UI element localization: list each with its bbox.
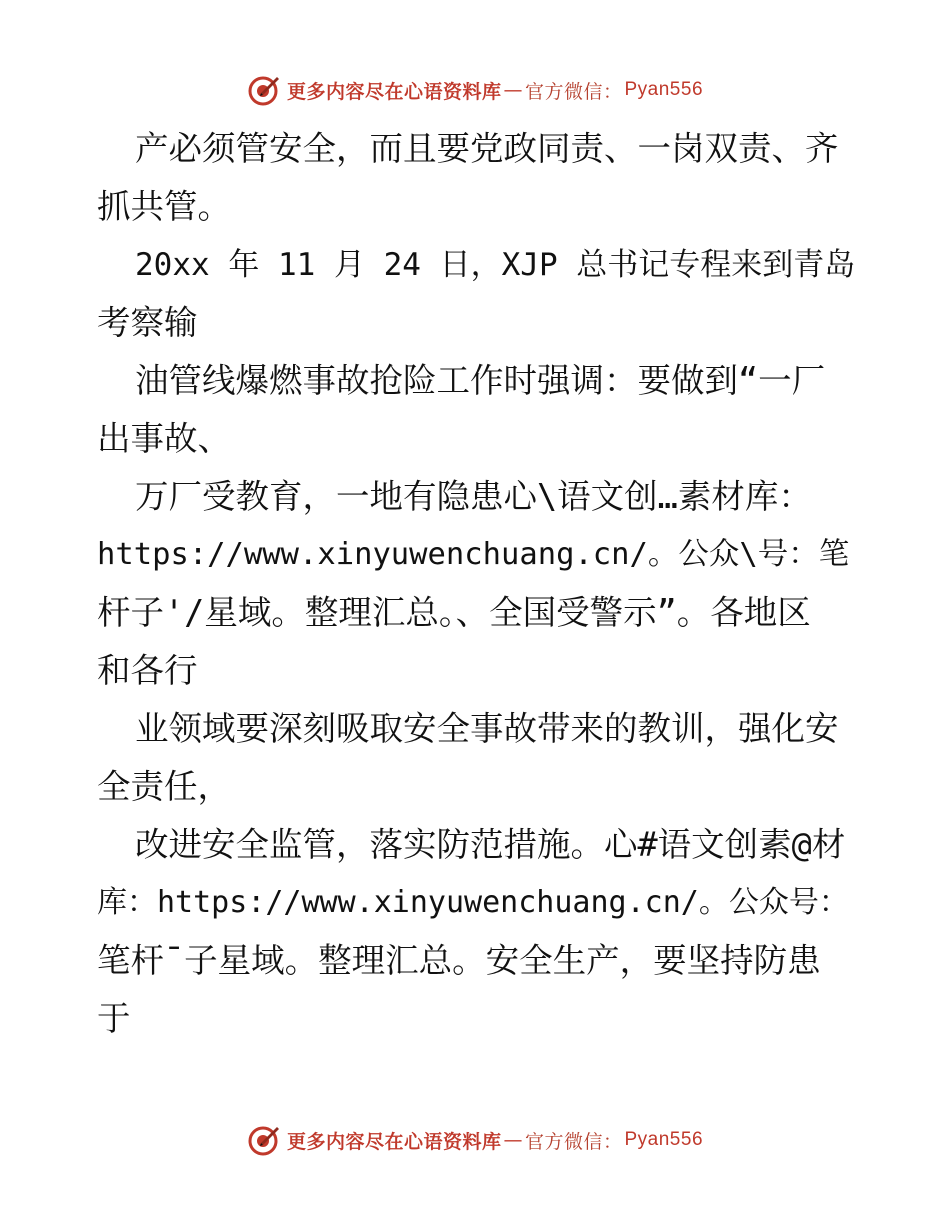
watermark-brand: 更多内容尽在心语资料库 bbox=[286, 80, 502, 103]
watermark-wechat-label: 官方微信： bbox=[524, 80, 623, 103]
text-line: 出事故、 bbox=[97, 419, 231, 458]
text-line: 产必须管安全，而且要党政同责、一岗双责、齐 bbox=[135, 129, 839, 168]
text-line: 20xx 年 11 月 24 日，XJP 总书记专程来到青岛 bbox=[135, 247, 856, 283]
text-line: 考察输 bbox=[97, 303, 198, 342]
text-line: 抓共管。 bbox=[97, 187, 231, 226]
watermark-brand: 更多内容尽在心语资料库 bbox=[286, 1130, 502, 1153]
pen-logo-icon bbox=[247, 1123, 281, 1157]
header-watermark bbox=[0, 70, 950, 110]
text-line: 于 bbox=[97, 999, 131, 1038]
text-line: 油管线爆燃事故抢险工作时强调：要做到“一厂 bbox=[135, 361, 826, 400]
document-body bbox=[97, 120, 857, 1048]
watermark-wechat-id: Pyan556 bbox=[624, 1129, 704, 1150]
watermark-wechat-label: 官方微信： bbox=[524, 1130, 623, 1153]
text-line: 万厂受教育，一地有隐患心\语文创…素材库： bbox=[135, 477, 812, 516]
text-line: https://www.xinyuwenchuang.cn/。公众\号：笔 bbox=[97, 537, 850, 572]
pen-logo-icon bbox=[247, 73, 281, 107]
text-line: 改进安全监管，落实防范措施。心#语文创素@材 bbox=[135, 825, 846, 864]
text-line: 杆子'/星域。整理汇总。、全国受警示”。各地区 bbox=[97, 593, 811, 632]
watermark-wechat-id: Pyan556 bbox=[624, 79, 704, 100]
watermark-separator: — bbox=[503, 1129, 523, 1151]
text-line: 业领域要深刻吸取安全事故带来的教训，强化安 bbox=[135, 709, 839, 748]
footer-watermark bbox=[0, 1120, 950, 1160]
watermark-separator: — bbox=[503, 79, 523, 101]
text-line: 全责任， bbox=[97, 767, 231, 806]
text-line: 和各行 bbox=[97, 651, 198, 690]
text-line: 库：https://www.xinyuwenchuang.cn/。公众号： bbox=[97, 885, 849, 920]
text-line: 笔杆¯子星域。整理汇总。安全生产，要坚持防患 bbox=[97, 941, 821, 980]
